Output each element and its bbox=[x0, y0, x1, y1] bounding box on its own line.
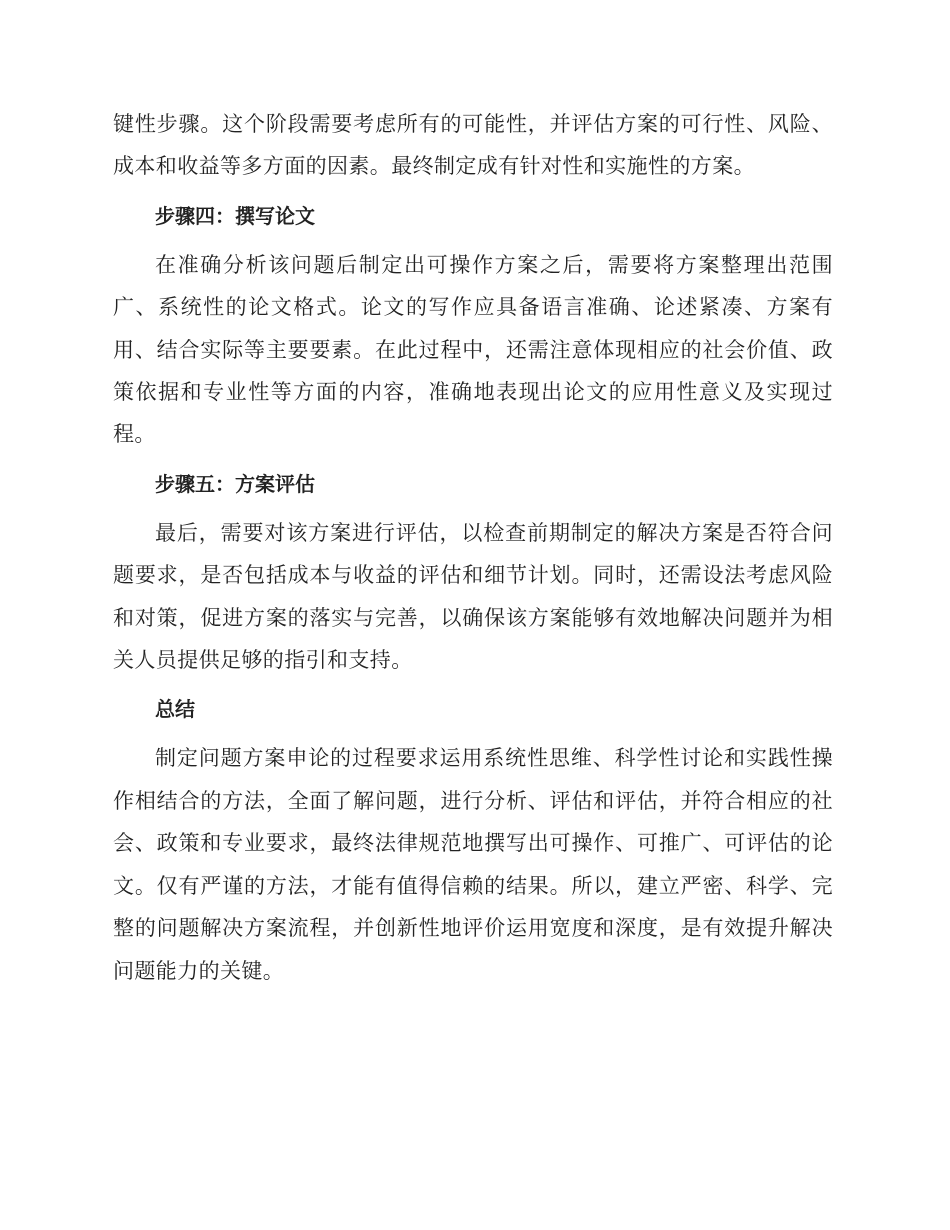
paragraph-step-four: 在准确分析该问题后制定出可操作方案之后，需要将方案整理出范围广、系统性的论文格式。论文的写作应具备语言准确、论述紧凑、方案有用、结合实际等主要要素。在此过程中，还需注意体现相应的社会价值、政策依据和专业性等方面的内容，准确地表现出论文的应用性意义及实现过程。 bbox=[113, 252, 833, 447]
section-heading-step-five: 步骤五：方案评估 bbox=[155, 471, 315, 496]
document-page bbox=[113, 103, 833, 992]
section-heading-step-four: 步骤四：撰写论文 bbox=[155, 203, 315, 228]
paragraph-step-five: 最后，需要对该方案进行评估，以检查前期制定的解决方案是否符合问题要求，是否包括成本与收益的评估和细节计划。同时，还需设法考虑风险和对策，促进方案的落实与完善，以确保该方案能够有效地解决问题并为相关人员提供足够的指引和支持。 bbox=[113, 520, 833, 673]
continued-paragraph: 键性步骤。这个阶段需要考虑所有的可能性，并评估方案的可行性、风险、成本和收益等多方面的因素。最终制定成有针对性和实施性的方案。 bbox=[113, 112, 833, 179]
section-heading-summary: 总结 bbox=[155, 697, 195, 722]
paragraph-summary: 制定问题方案申论的过程要求运用系统性思维、科学性讨论和实践性操作相结合的方法，全面了解问题，进行分析、评估和评估，并符合相应的社会、政策和专业要求，最终法律规范地撰写出可操作、可推广、可评估的论文。仅有严谨的方法，才能有值得信赖的结果。所以，建立严密、科学、完整的问题解决方案流程，并创新性地评价运用宽度和深度，是有效提升解决问题能力的关键。 bbox=[113, 746, 833, 983]
